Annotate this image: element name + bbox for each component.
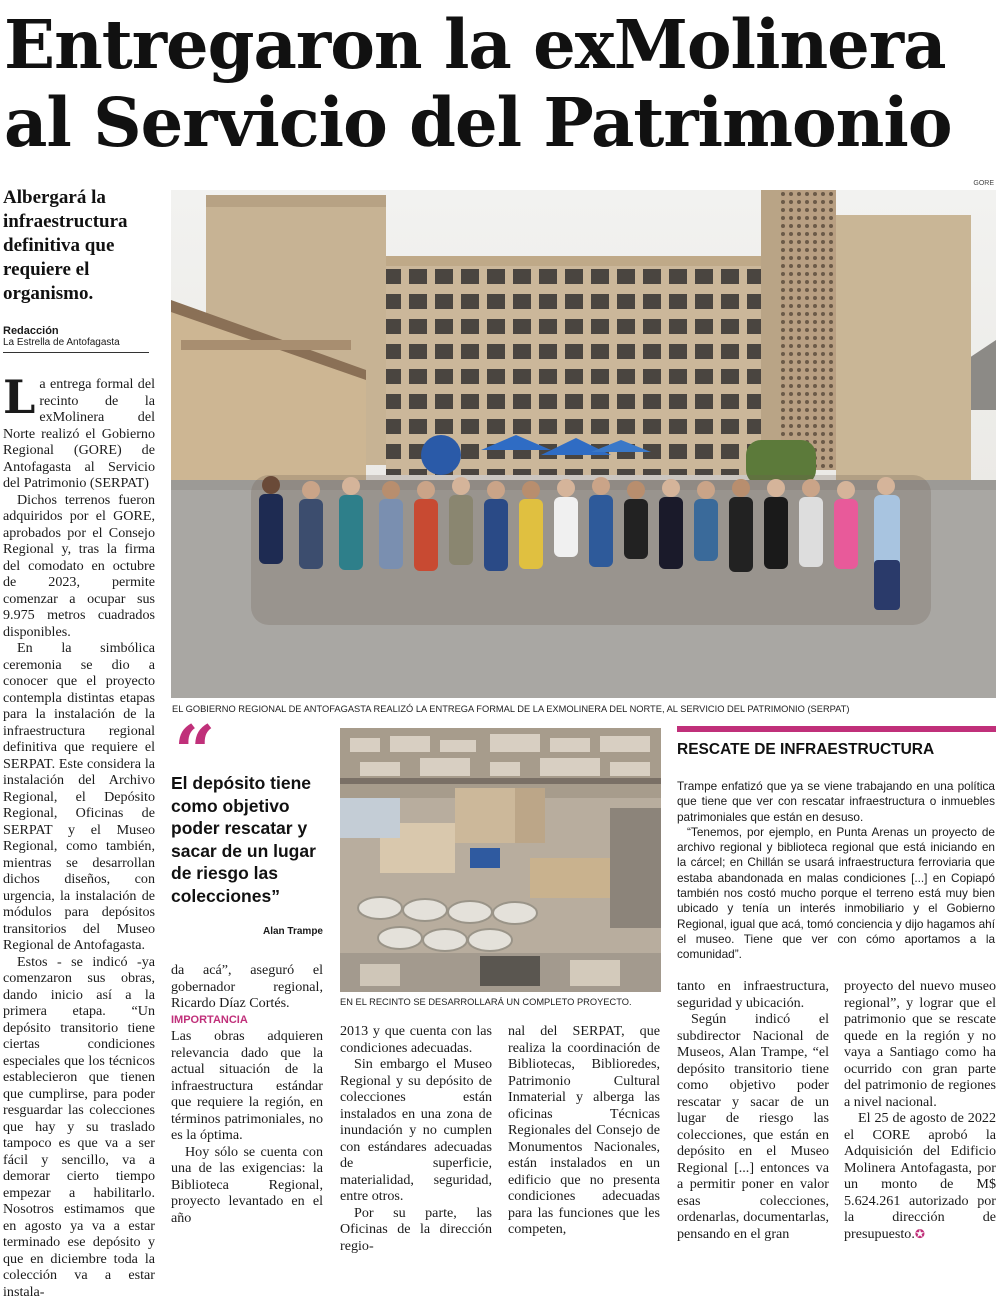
main-photo xyxy=(171,190,996,698)
pull-quote: El depósito tiene como objetivo poder rescatar y sacar de un lugar de riesgo las colecciones” xyxy=(171,772,331,907)
drop-cap: L xyxy=(3,378,35,416)
sidebar-text xyxy=(677,779,995,963)
article-paragraph: Por su parte, las Oficinas de la dirección regio- xyxy=(340,1205,492,1255)
article-paragraph: Según indicó el subdirector Nacional de Museos, Alan Trampe, “el depósito transitorio tiene como objetivo poder rescatar y sacar de un lugar de riesgo las colecciones, que están en depósito en el Museo Regional [...] entonces va a permitir poner en valor esas colecciones, ordenarlas, documentarlas, pensando en el gran xyxy=(677,1011,829,1242)
headline xyxy=(4,6,994,162)
end-mark-icon: ✪ xyxy=(915,1227,925,1241)
main-photo-caption: EL GOBIERNO REGIONAL DE ANTOFAGASTA REALIZÓ LA ENTREGA FORMAL DE LA EXMOLINERA DEL NORTE, AL SERVICIO DEL PATRIMONIO (SERPAT) xyxy=(172,704,849,714)
group-of-people xyxy=(251,475,931,625)
sidebar-paragraph: Trampe enfatizó que ya se viene trabajando en una política que tiene que ver con rescatar infraestructura o inmuebles patrimoniales que están en desuso. xyxy=(677,779,995,825)
article-paragraph: tanto en infraestructura, seguridad y ubicación. xyxy=(677,978,829,1011)
article-column-4 xyxy=(508,1023,660,1238)
byline xyxy=(3,325,149,353)
main-photo-illustration xyxy=(171,190,996,698)
pull-quote-author: Alan Trampe xyxy=(171,926,323,937)
byline-outlet: La Estrella de Antofagasta xyxy=(3,337,149,348)
sidebar-accent-bar xyxy=(677,726,996,732)
article-paragraph: a entrega formal del recinto de la exMolinera del Norte realizó el Gobierno Regional (GORE) de Antofagasta al Servicio del Patrimonio (SERPAT) xyxy=(3,376,155,491)
article-paragraph: Estos - se indicó -ya comenzaron sus obras, dando inicio así a la primera etapa. “Un depósito transitorio tiene ciertas condiciones especiales que los técnicos establecieron que tienen que cumplirse, para poder resguardar las colecciones que hay y su traslado tampoco es que va a ser fácil y sencillo, va a demorar cierto tiempo empezar a habilitarlo. Nosotros estimamos que en agosto ya va a estar terminado ese depósito y que en diciembre toda la colección va a estar instala- xyxy=(3,954,155,1300)
quote-mark: “ xyxy=(174,722,215,782)
article-paragraph: En la simbólica ceremonia se dio a conocer que el proyecto contempla distintas etapas para la instalación de la infraestructura regional definitiva que requiere el SERPAT. Este considera la instalación del Archivo Regional, el Depósito Regional, Oficinas de SERPAT y el Museo Regional, como también, mientras se desarrollan dichos diseños, con urgencia, la instalación de módulos para depósitos transitorios del Museo Regional de Antofagasta. xyxy=(3,640,155,954)
photo-credit: GORE xyxy=(973,180,994,187)
aerial-photo xyxy=(340,728,661,992)
article-column-5 xyxy=(677,978,829,1242)
article-paragraph: da acá”, aseguró el gobernador regional, Ricardo Díaz Cortés. xyxy=(171,962,323,1012)
article-paragraph: Dichos terrenos fueron adquiridos por el GORE, aprobados por el Consejo Regional y, tras la firma del comodato en octubre de 2023, permite comenzar a ocupar sus 9.975 metros cuadrados disponibles. xyxy=(3,492,155,641)
aerial-photo-caption: EN EL RECINTO SE DESARROLLARÁ UN COMPLETO PROYECTO. xyxy=(340,997,632,1007)
article-column-2 xyxy=(171,962,323,1226)
deck: Albergará la infraestructura definitiva que requiere el organismo. xyxy=(3,186,153,306)
article-paragraph: proyecto del nuevo museo regional”, y lograr que el patrimonio que se rescate quede en la región y no vaya a Santiago como ha ocurrido con gran parte del patrimonio de regiones a nivel nacional. xyxy=(844,978,996,1110)
subhead-importancia: IMPORTANCIA xyxy=(171,1012,323,1029)
sidebar-title: RESCATE DE INFRAESTRUCTURA xyxy=(677,741,934,759)
article-paragraph: 2013 y que cuenta con las condiciones adecuadas. xyxy=(340,1023,492,1056)
article-column-3 xyxy=(340,1023,492,1254)
article-column-1 xyxy=(3,376,155,1300)
article-column-6 xyxy=(844,978,996,1242)
article-paragraph: Las obras adquieren relevancia dado que la actual situación de la infraestructura estándar que requiere la región, en términos patrimoniales, no es la óptima. xyxy=(171,1028,323,1144)
headline-line-2: al Servicio del Patrimonio xyxy=(4,83,952,162)
article-paragraph: Hoy sólo se cuenta con una de las exigencias: la Biblioteca Regional, proyecto levantado en el año xyxy=(171,1144,323,1227)
aerial-photo-illustration xyxy=(340,728,661,992)
byline-name: Redacción xyxy=(3,325,149,337)
article-paragraph: El 25 de agosto de 2022 el CORE aprobó la Adquisición del Edificio Molinera Antofagasta, por un monto de M$ 5.624.261 autorizado por la dirección de presupuesto. xyxy=(844,1110,996,1242)
sidebar-paragraph: “Tenemos, por ejemplo, en Punta Arenas un proyecto de archivo regional y biblioteca regional que está iniciando en la cárcel; en Chillán se usará infraestructura ferroviaria que estaba abandonada en malas condiciones [...] en Copiapó también nos costó mucho porque el terreno está muy bien ubicado y tenía un interés inmobiliario y el Gobierno Regional, igual que acá, tomó conciencia y dijo hagamos ahí el museo. Tiene que ver con cómo aportamos a la comunidad”. xyxy=(677,825,995,963)
article-paragraph: nal del SERPAT, que realiza la coordinación de Bibliotecas, Biblioredes, Patrimonio Cultural Inmaterial y alberga las oficinas Técnicas Regionales del Consejo de Monumentos Nacionales, están instalados en un edificio que no presenta condiciones adecuadas para las funciones que les competen, xyxy=(508,1023,660,1238)
article-paragraph: Sin embargo el Museo Regional y su depósito de colecciones están instalados en una zona de inundación y no cumplen con estándares adecuadas de superficie, materialidad, seguridad, entre otros. xyxy=(340,1056,492,1205)
headline-line-1: Entregaron la exMolinera xyxy=(4,5,946,84)
